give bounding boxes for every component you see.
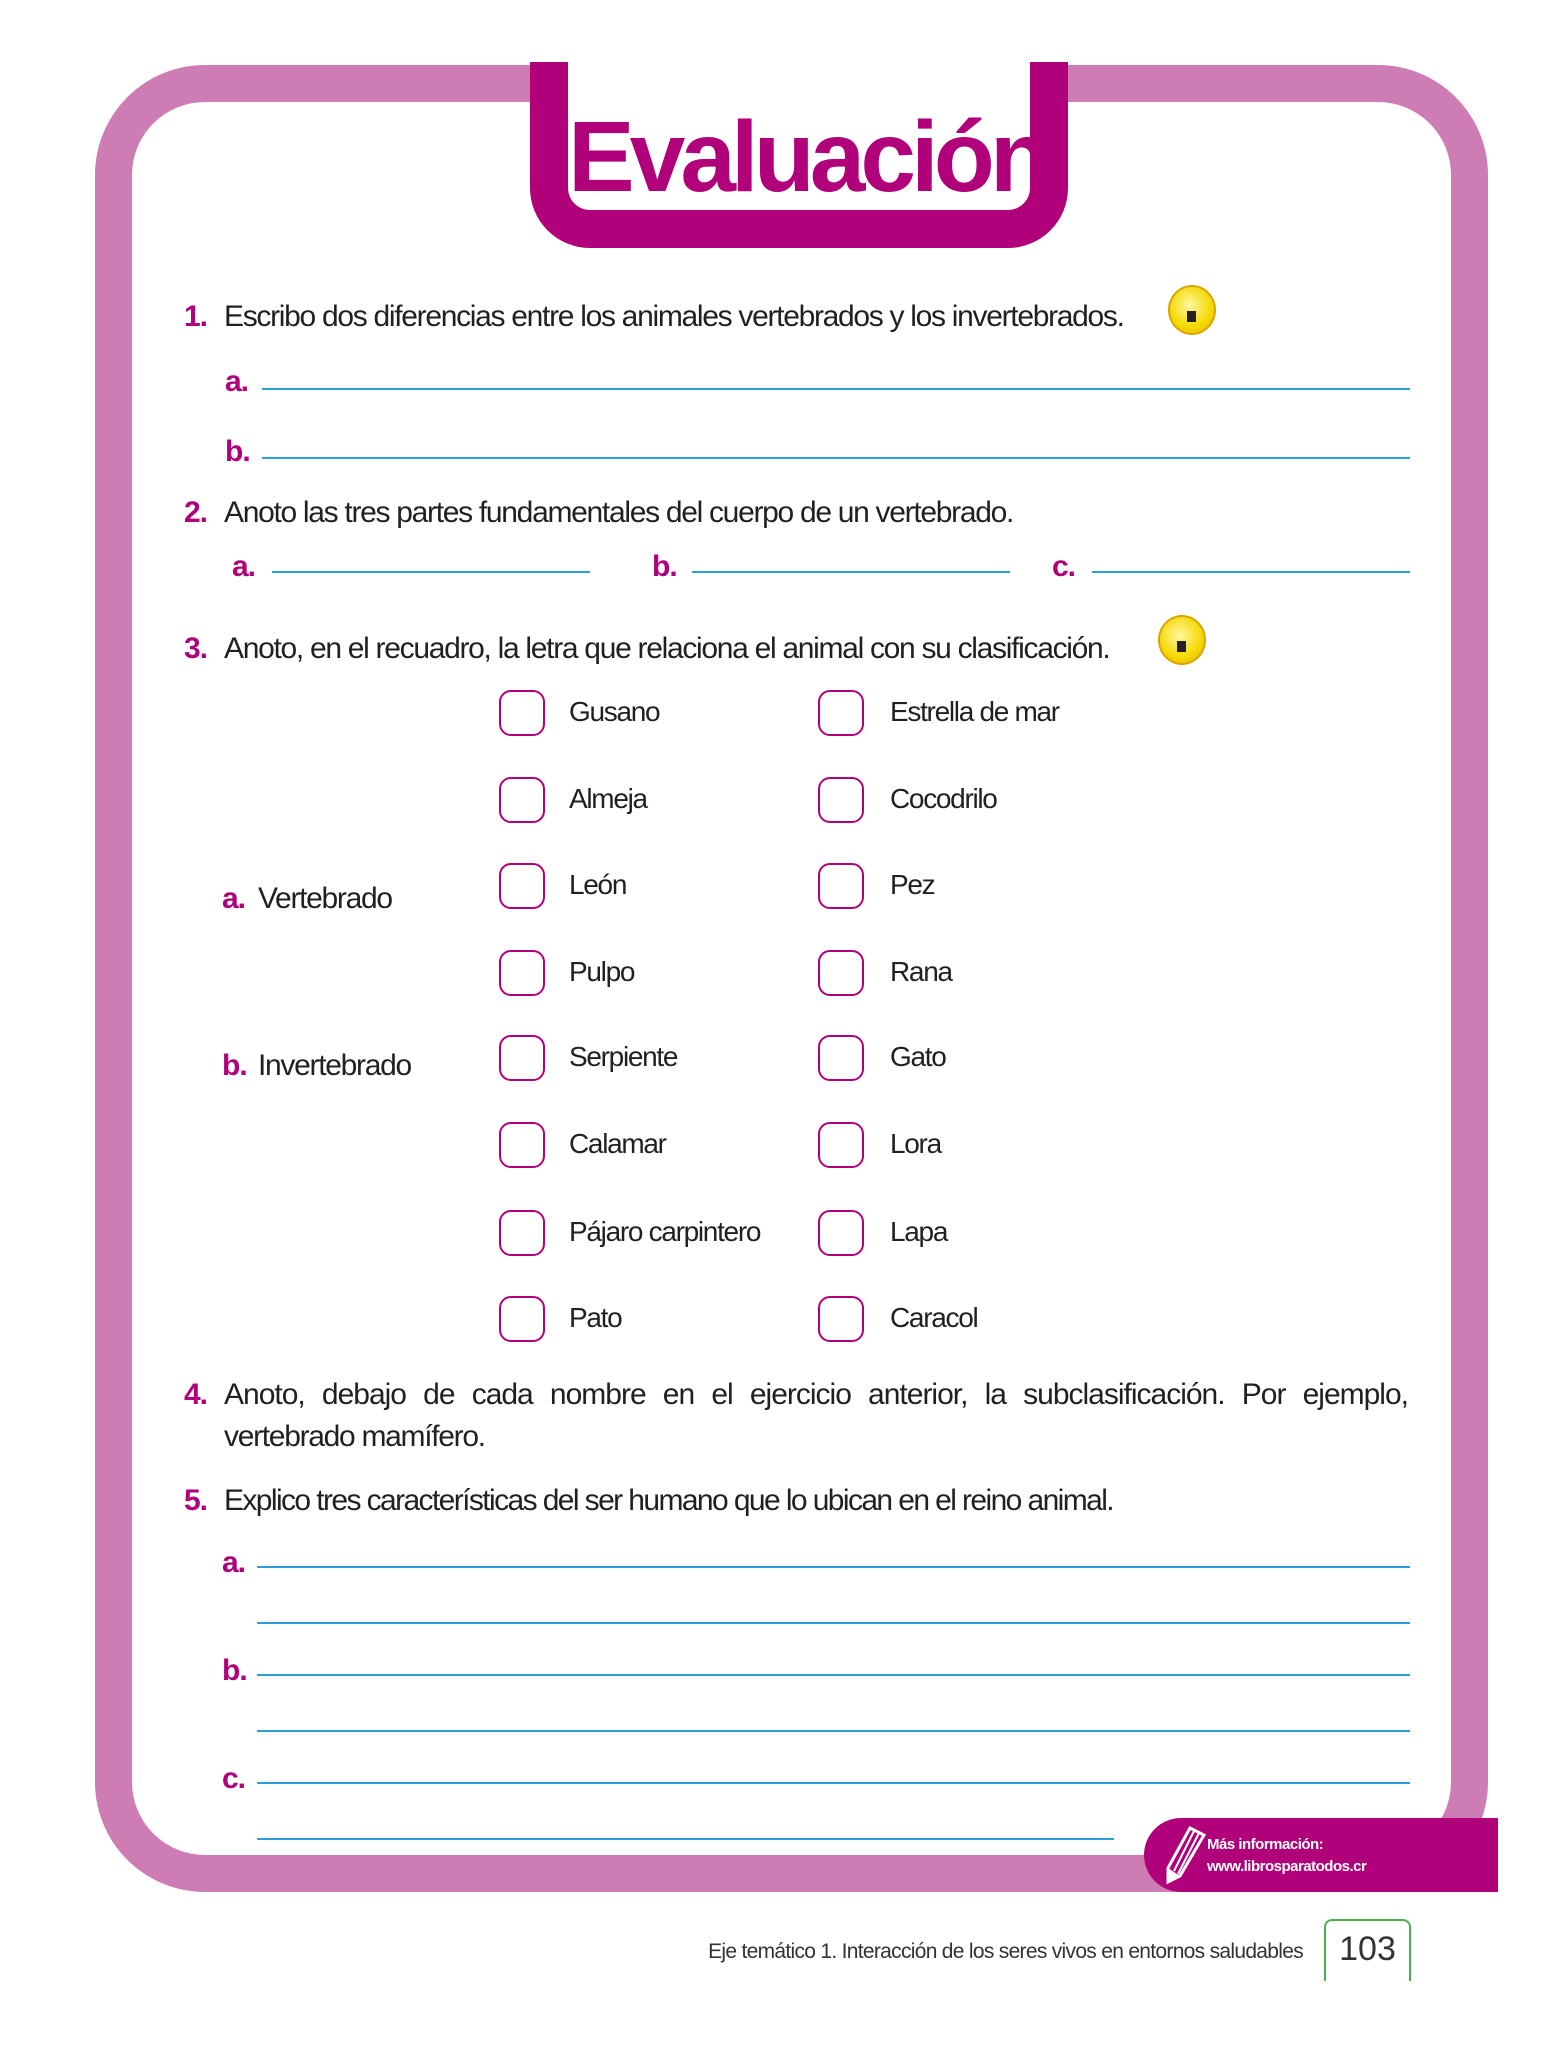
answer-line[interactable] <box>257 1622 1410 1624</box>
answer-checkbox[interactable] <box>499 777 545 823</box>
animal-name: Caracol <box>890 1302 978 1333</box>
question-4-text-cont: vertebrado mamífero. <box>224 1420 485 1453</box>
question-1-text: Escribo dos diferencias entre los animales vertebrados y los invertebrados. <box>224 300 1124 333</box>
page-frame <box>95 65 1488 1892</box>
answer-line[interactable] <box>257 1674 1410 1676</box>
animal-name: Almeja <box>569 783 647 814</box>
page-number: 103 <box>1324 1919 1411 1981</box>
answer-checkbox[interactable] <box>499 1210 545 1256</box>
option-letter: b. <box>222 1049 247 1082</box>
pencil-icon <box>1162 1826 1206 1886</box>
question-number: 2. <box>184 496 208 529</box>
animal-name: Serpiente <box>569 1041 678 1072</box>
answer-checkbox[interactable] <box>499 863 545 909</box>
answer-line[interactable] <box>1092 571 1410 573</box>
animal-name: Pulpo <box>569 956 635 987</box>
answer-line[interactable] <box>257 1782 1410 1784</box>
answer-line[interactable] <box>262 457 1410 459</box>
animal-name: Gusano <box>569 696 660 727</box>
question-4-text: Anoto, debajo de cada nombre en el ejercicio anterior, la subclasificación. Por ejemplo, <box>224 1378 1408 1411</box>
answer-checkbox[interactable] <box>818 690 864 736</box>
animal-name: Cocodrilo <box>890 783 997 814</box>
animal-name: Pez <box>890 869 935 900</box>
answer-checkbox[interactable] <box>818 950 864 996</box>
animal-name: Rana <box>890 956 952 987</box>
answer-checkbox[interactable] <box>818 777 864 823</box>
answer-checkbox[interactable] <box>818 1210 864 1256</box>
answer-label: a. <box>222 1546 246 1579</box>
lightbulb-icon <box>1168 285 1216 335</box>
question-number: 3. <box>184 632 208 665</box>
answer-line[interactable] <box>272 571 590 573</box>
question-5-text: Explico tres características del ser humano que lo ubican en el reino animal. <box>224 1484 1113 1517</box>
animal-name: Calamar <box>569 1128 666 1159</box>
answer-label: a. <box>232 550 256 583</box>
more-info-link[interactable]: www.librosparatodos.cr <box>1207 1858 1367 1875</box>
question-2-text: Anoto las tres partes fundamentales del cuerpo de un vertebrado. <box>224 496 1014 529</box>
answer-label: c. <box>1052 550 1076 583</box>
answer-label: b. <box>652 550 677 583</box>
more-info-label: Más información: <box>1207 1836 1324 1853</box>
answer-label: b. <box>222 1654 247 1687</box>
question-number: 5. <box>184 1484 208 1517</box>
answer-line[interactable] <box>692 571 1010 573</box>
footer-text: Eje temático 1. Interacción de los seres vivos en entornos saludables <box>708 1940 1303 1963</box>
answer-label: b. <box>225 435 250 468</box>
answer-line[interactable] <box>262 388 1410 390</box>
answer-checkbox[interactable] <box>499 690 545 736</box>
answer-checkbox[interactable] <box>818 1296 864 1342</box>
answer-line[interactable] <box>257 1566 1410 1568</box>
answer-checkbox[interactable] <box>818 1035 864 1081</box>
answer-checkbox[interactable] <box>499 1035 545 1081</box>
question-number: 4. <box>184 1378 208 1411</box>
question-number: 1. <box>184 300 208 333</box>
answer-label: a. <box>225 365 249 398</box>
answer-checkbox[interactable] <box>818 1122 864 1168</box>
answer-label: c. <box>222 1762 246 1795</box>
lightbulb-icon <box>1158 615 1206 665</box>
answer-checkbox[interactable] <box>499 950 545 996</box>
animal-name: Lora <box>890 1128 941 1159</box>
option-label: Vertebrado <box>258 882 392 915</box>
page-title: Evaluación <box>568 101 1046 213</box>
animal-name: Lapa <box>890 1216 948 1247</box>
answer-line[interactable] <box>257 1730 1410 1732</box>
animal-name: León <box>569 869 627 900</box>
more-info-banner <box>1144 1818 1498 1892</box>
animal-name: Gato <box>890 1041 946 1072</box>
answer-checkbox[interactable] <box>499 1122 545 1168</box>
animal-name: Estrella de mar <box>890 696 1059 727</box>
answer-checkbox[interactable] <box>499 1296 545 1342</box>
answer-line[interactable] <box>257 1838 1114 1840</box>
animal-name: Pájaro carpintero <box>569 1216 761 1247</box>
option-letter: a. <box>222 882 246 915</box>
animal-name: Pato <box>569 1302 622 1333</box>
answer-checkbox[interactable] <box>818 863 864 909</box>
option-label: Invertebrado <box>258 1049 411 1082</box>
question-3-text: Anoto, en el recuadro, la letra que relaciona el animal con su clasificación. <box>224 632 1110 665</box>
